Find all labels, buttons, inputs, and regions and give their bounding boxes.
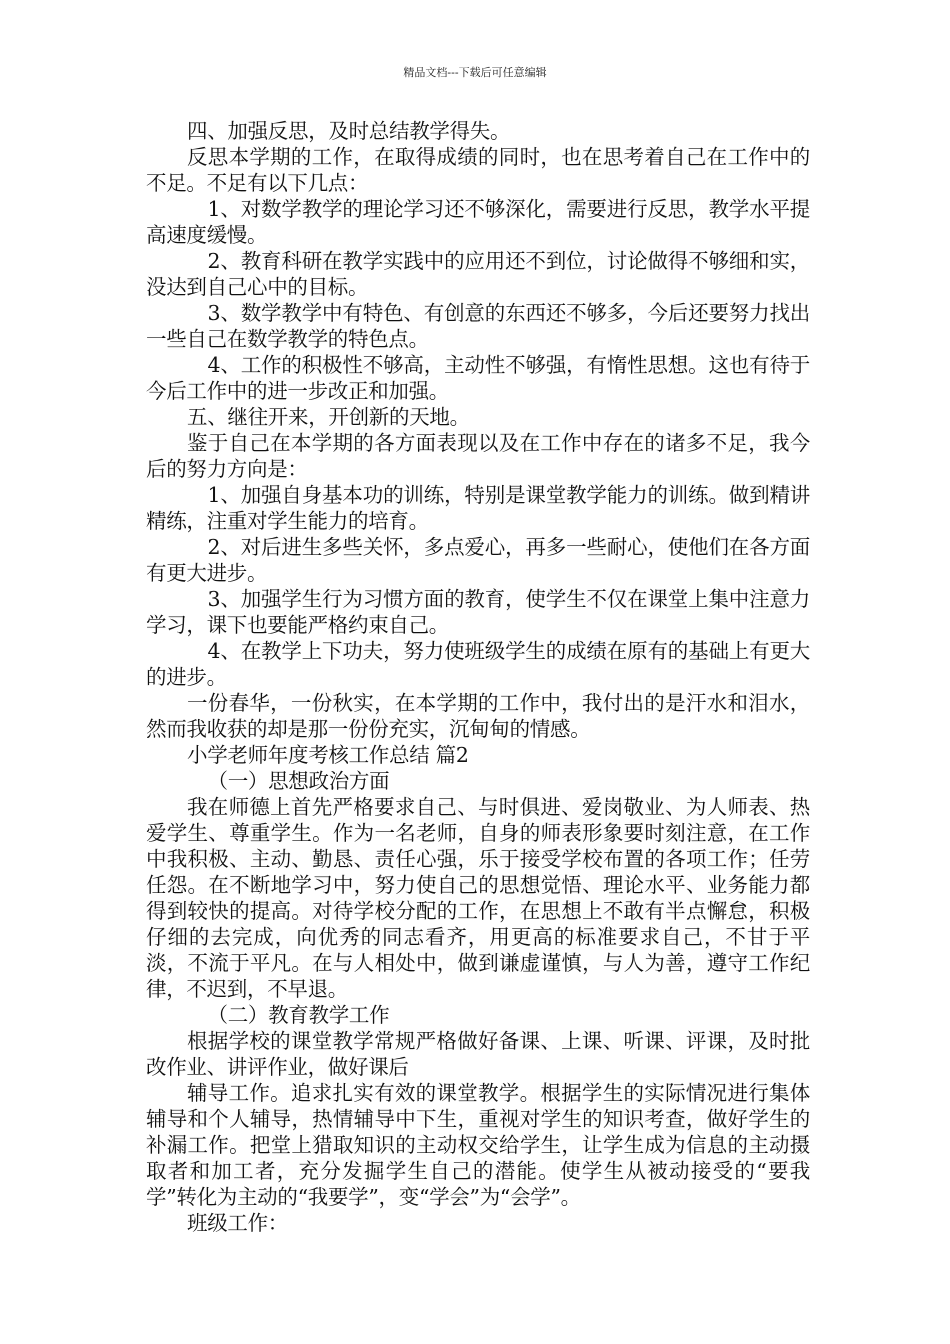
list-item: 1、加强自身基本功的训练，特别是课堂教学能力的训练。做到精讲精练，注重对学生能力的培育。 — [146, 483, 810, 533]
list-item: 2、对后进生多些关怀，多点爱心，再多一些耐心，使他们在各方面有更大进步。 — [146, 535, 810, 585]
paragraph: 辅导工作。追求扎实有效的课堂教学。根据学生的实际情况进行集体辅导和个人辅导，热情辅导中下生，重视对学生的知识考查，做好学生的补漏工作。把堂上猎取知识的主动权交给学生，让学生成为信息的主动摄取者和加工者，充分发掘学生自己的潜能。使学生从被动接受的“要我学”转化为主动的“我要学”，变“学会”为“会学”。 — [146, 1081, 810, 1209]
paragraph: 根据学校的课堂教学常规严格做好备课、上课、听课、评课，及时批改作业、讲评作业，做好课后 — [146, 1029, 810, 1079]
list-item: 1、对数学教学的理论学习还不够深化，需要进行反思，教学水平提高速度缓慢。 — [146, 197, 810, 247]
paragraph: 一份春华，一份秋实，在本学期的工作中，我付出的是汗水和泪水，然而我收获的却是那一份份充实，沉甸甸的情感。 — [146, 691, 810, 741]
list-item: 3、加强学生行为习惯方面的教育，使学生不仅在课堂上集中注意力学习，课下也要能严格约束自己。 — [146, 587, 810, 637]
list-item: 4、工作的积极性不够高，主动性不够强，有惰性思想。这也有待于今后工作中的进一步改正和加强。 — [146, 353, 810, 403]
section-heading-5: 五、继往开来，开创新的天地。 — [187, 405, 470, 429]
document-body — [146, 118, 810, 1236]
section-heading-4: 四、加强反思，及时总结教学得失。 — [187, 119, 511, 143]
page-header: 精品文档---下载后可任意编辑 — [403, 66, 547, 79]
paragraph: 鉴于自己在本学期的各方面表现以及在工作中存在的诸多不足，我今后的努力方向是： — [146, 431, 810, 481]
paragraph: 班级工作： — [187, 1211, 288, 1235]
article-title: 小学老师年度考核工作总结 篇2 — [187, 743, 469, 767]
list-item: 2、教育科研在教学实践中的应用还不到位，讨论做得不够细和实，没达到自己心中的目标。 — [146, 249, 810, 299]
paragraph: 反思本学期的工作，在取得成绩的同时，也在思考着自己在工作中的不足。不足有以下几点： — [146, 145, 810, 195]
list-item: 4、在教学上下功夫，努力使班级学生的成绩在原有的基础上有更大的进步。 — [146, 639, 810, 689]
paragraph: 我在师德上首先严格要求自己、与时俱进、爱岗敬业、为人师表、热爱学生、尊重学生。作为一名老师，自身的师表形象要时刻注意，在工作中我积极、主动、勤恳、责任心强，乐于接受学校布置的各项工作；任劳任怨。在不断地学习中，努力使自己的思想觉悟、理论水平、业务能力都得到较快的提高。对待学校分配的工作，在思想上不敢有半点懈怠，积极仔细的去完成，向优秀的同志看齐，用更高的标准要求自己，不甘于平淡，不流于平凡。在与人相处中，做到谦虚谨慎，与人为善，遵守工作纪律，不迟到，不早退。 — [146, 795, 810, 1001]
list-item: 3、数学教学中有特色、有创意的东西还不够多，今后还要努力找出一些自己在数学教学的特色点。 — [146, 301, 810, 351]
section-heading: （一）思想政治方面 — [207, 769, 390, 793]
section-heading: （二）教育教学工作 — [207, 1003, 390, 1027]
